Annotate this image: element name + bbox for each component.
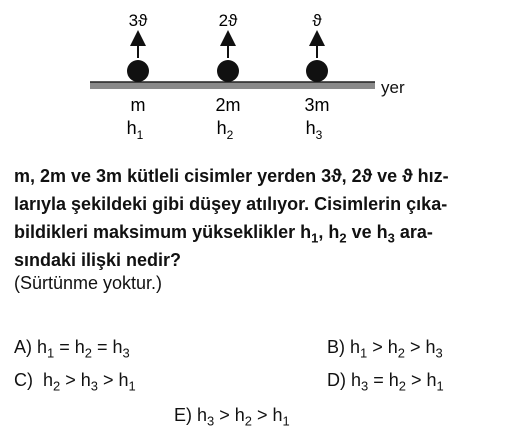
option-d[interactable]: D) $h_3 = h_2 > h_1$: [327, 370, 444, 394]
option-a[interactable]: A) $h_1 = h_2 = h_3$: [14, 337, 130, 361]
mass-label-3: 3m: [304, 95, 330, 115]
question-line-2: larıyla şekildeki gibi düşey atılıyor. Cisimlerin çıka-: [14, 194, 448, 214]
height-label-1: $h_1$: [126, 118, 144, 142]
option-b[interactable]: B) $h_1 > h_2 > h_3$: [327, 337, 443, 361]
height-label-3: $h_3$: [305, 118, 323, 142]
option-c[interactable]: C) $h_2 > h_3 > h_1$: [14, 370, 136, 394]
ball-3: [306, 60, 328, 82]
mass-label-2: 2m: [215, 95, 241, 115]
mass-label-1: m: [130, 95, 146, 115]
ground-label: yer: [381, 78, 405, 97]
friction-note: (Sürtünme yoktur.): [14, 273, 163, 293]
option-e[interactable]: E) $h_3 > h_2 > h_1$: [174, 405, 290, 429]
ground: [90, 82, 375, 89]
velocity-label-2: 2ϑ: [218, 11, 238, 30]
figure: [0, 0, 509, 150]
question-line-3: bildikleri maksimum yükseklikler $h_1$, $h_2$ ve $h_3$ ara-: [14, 222, 433, 246]
question-text: [14, 162, 499, 274]
velocity-label-3: ϑ: [312, 11, 322, 30]
question-line-4: sındaki ilişki nedir?: [14, 250, 182, 270]
height-label-2: $h_2$: [216, 118, 234, 142]
question-line-1: m, 2m ve 3m kütleli cisimler yerden 3ϑ, 2ϑ ve ϑ hız-: [14, 166, 449, 186]
ball-2: [217, 60, 239, 82]
velocity-label-1: 3ϑ: [128, 11, 148, 30]
ball-1: [127, 60, 149, 82]
